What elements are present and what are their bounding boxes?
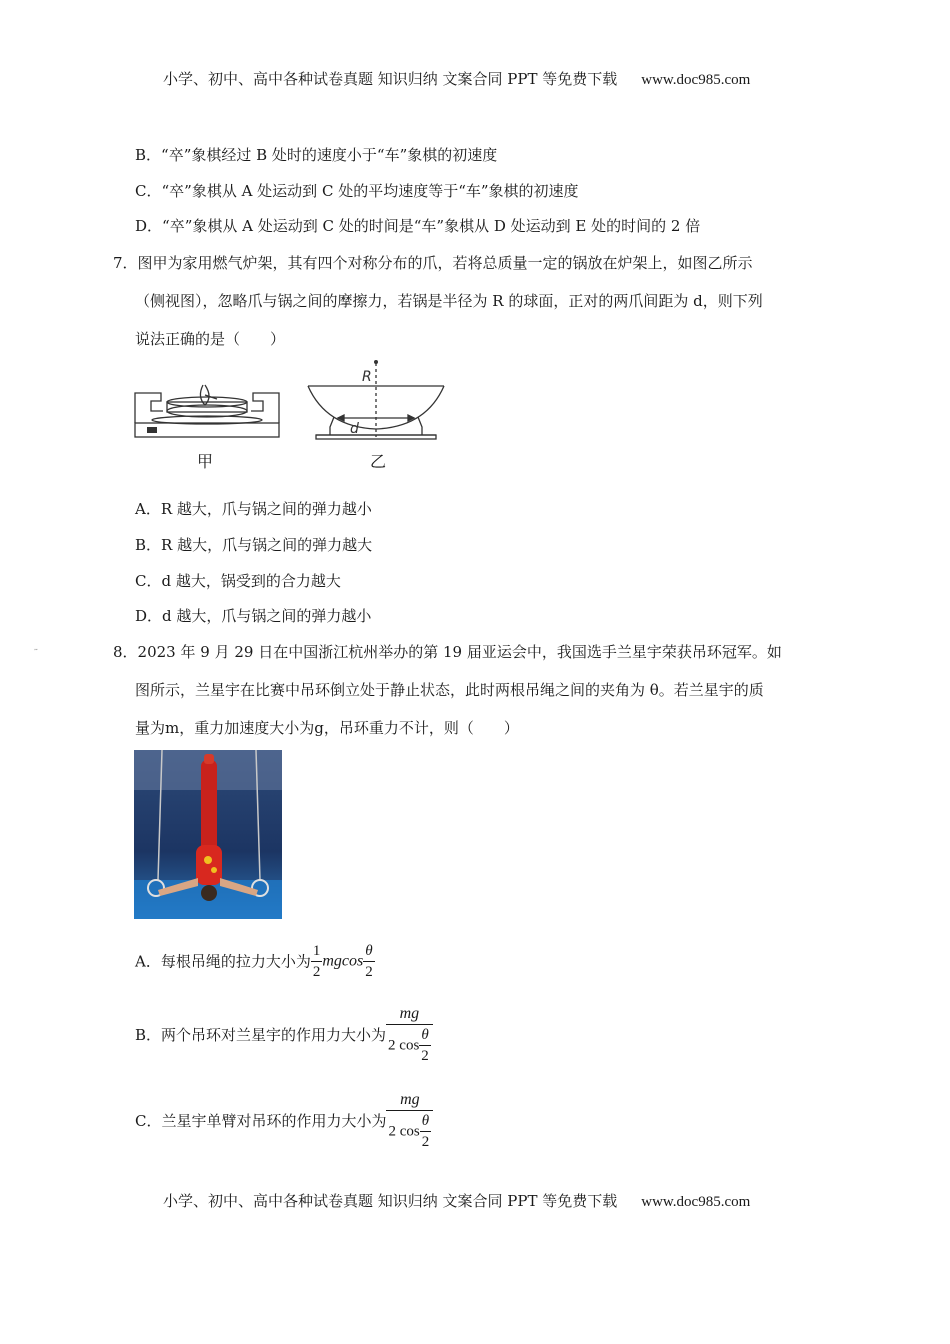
frac-num: mg xyxy=(399,1005,420,1022)
footer-site-link[interactable]: www.doc985.com xyxy=(641,1194,751,1210)
frac-den xyxy=(386,1024,433,1066)
frac-num: θ xyxy=(365,943,373,959)
q8-option-a xyxy=(135,941,375,982)
q7-stem-line-1: 7．图甲为家用燃气炉架，其有四个对称分布的爪，若将总质量一定的锅放在炉架上，如图乙所示 xyxy=(113,254,753,272)
q7-option-d: D．d 越大，爪与锅之间的弹力越小 xyxy=(135,607,372,625)
fraction-theta-half xyxy=(419,1025,431,1066)
q6-option-d: D．“卒”象棋从 A 处运动到 C 处的时间是“车”象棋从 D 处运动到 E 处的时间的 2 倍 xyxy=(135,217,701,235)
frac-num: 1 xyxy=(312,943,321,959)
frac-num: θ xyxy=(421,1027,429,1043)
figure-yi-label: 乙 xyxy=(370,452,387,471)
gymnast-rings-photo xyxy=(34,650,282,919)
q7-option-c: C．d 越大，锅受到的合力越大 xyxy=(135,572,341,590)
frac-den: 2 xyxy=(419,1045,431,1066)
frac-den: 2 xyxy=(420,1131,432,1152)
figure-jia-stove xyxy=(133,375,281,441)
q6-option-c: C．“卒”象棋从 A 处运动到 C 处的平均速度等于“车”象棋的初速度 xyxy=(135,182,579,200)
q8-option-c xyxy=(135,1090,433,1152)
frac-den: 2 xyxy=(311,961,323,982)
fraction-theta-half xyxy=(363,941,375,982)
q8-option-b-text: B．两个吊环对兰星宇的作用力大小为 xyxy=(135,1026,387,1044)
header-site-link[interactable]: www.doc985.com xyxy=(641,72,751,88)
q8-stem-line-3: 量为m，重力加速度大小为g，吊环重力不计，则（ ） xyxy=(135,719,519,737)
q8-stem-line-2: 图所示，兰星宇在比赛中吊环倒立处于静止状态，此时两根吊绳之间的夹角为 θ。若兰星宇的质 xyxy=(135,681,764,699)
header-text: 小学、初中、高中各种试卷真题 知识归纳 文案合同 PPT 等免费下载 xyxy=(163,70,618,88)
frac-den: 2 xyxy=(363,961,375,982)
figure-label-d: d xyxy=(350,421,359,437)
figure-yi-bowl xyxy=(306,357,448,441)
page-footer xyxy=(163,1191,750,1212)
q7-stem-line-2: （侧视图），忽略爪与锅之间的摩擦力，若锅是半径为 R 的球面，正对的两爪间距为 d，则下列 xyxy=(135,292,763,310)
frac-num: mg xyxy=(400,1091,420,1108)
q8-option-c-text: C．兰星宇单臂对吊环的作用力大小为 xyxy=(135,1112,387,1130)
fraction-theta-half xyxy=(420,1111,432,1152)
fraction-mg-over-2cos xyxy=(386,1004,433,1066)
page-header xyxy=(163,69,750,90)
frac-num: θ xyxy=(421,1113,430,1129)
photo-caption: 吊环倒立 xyxy=(34,650,38,651)
fraction-mg-over-2cos xyxy=(386,1090,433,1152)
q6-option-b: B．“卒”象棋经过 B 处时的速度小于“车”象棋的初速度 xyxy=(135,146,498,164)
fraction-one-half xyxy=(311,941,323,982)
q8-option-a-expr: mgcos xyxy=(322,952,364,970)
q8-option-b xyxy=(135,1004,433,1066)
den-cos: 2 cos xyxy=(388,1037,420,1054)
q7-option-a: A．R 越大，爪与锅之间的弹力越小 xyxy=(135,500,372,518)
q8-stem-line-1: 8．2023 年 9 月 29 日在中国浙江杭州举办的第 19 届亚运会中，我国选手兰星宇荣获吊环冠军。如 xyxy=(113,643,782,661)
frac-den xyxy=(386,1110,433,1152)
figure-label-R: R xyxy=(362,369,372,385)
footer-text: 小学、初中、高中各种试卷真题 知识归纳 文案合同 PPT 等免费下载 xyxy=(163,1192,618,1210)
q7-option-b: B．R 越大，爪与锅之间的弹力越大 xyxy=(135,536,373,554)
den-cos: 2 cos xyxy=(388,1123,420,1140)
q8-option-a-text: A．每根吊绳的拉力大小为 xyxy=(135,952,311,971)
figure-jia-label: 甲 xyxy=(197,452,214,471)
q7-stem-line-3: 说法正确的是（ ） xyxy=(135,330,286,348)
